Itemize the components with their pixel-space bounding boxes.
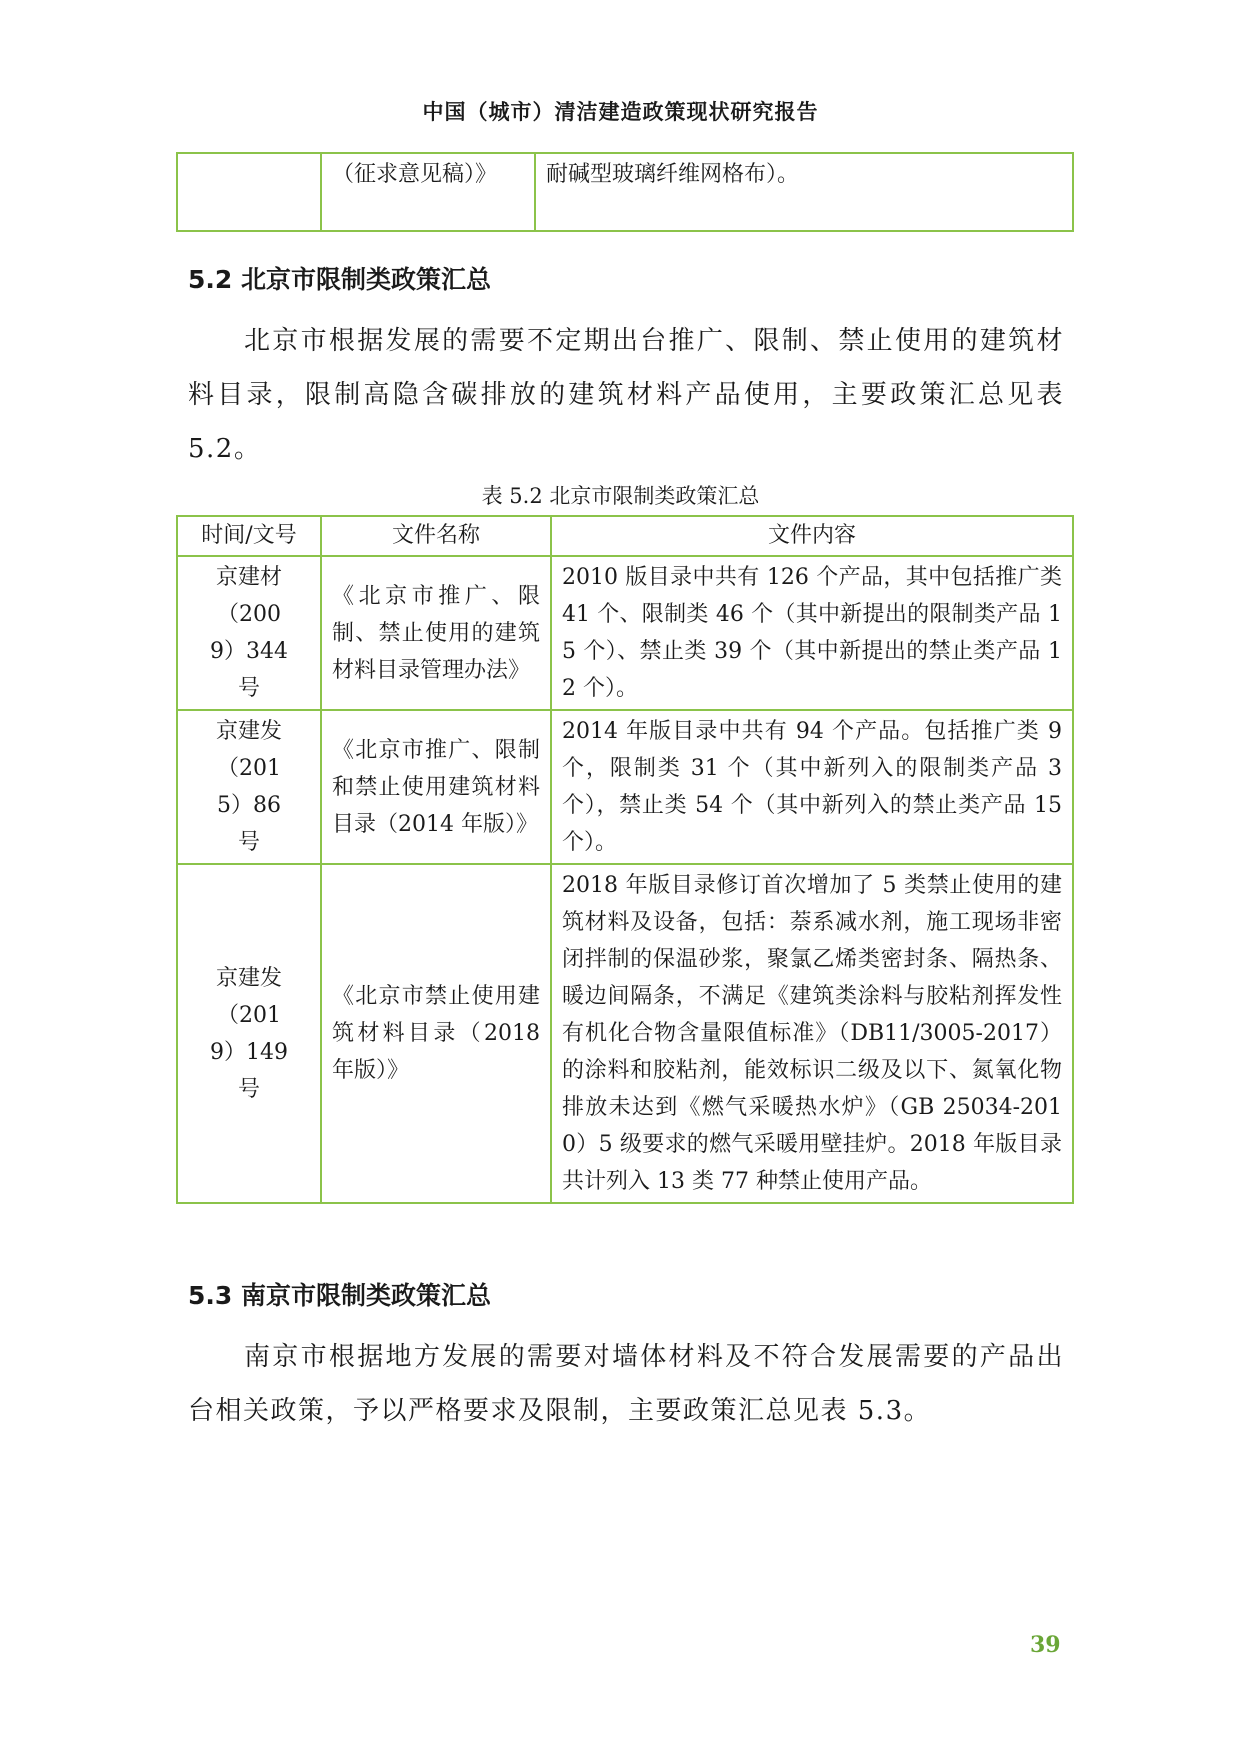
table-caption: 表 5.2 北京市限制类政策汇总 xyxy=(481,484,760,508)
page-number: 39 xyxy=(1030,1632,1061,1658)
table-cell xyxy=(177,153,321,231)
doc-number-cell: 京建发（2019）149 号 xyxy=(177,864,321,1203)
policy-table-beijing xyxy=(176,515,1074,1204)
table-row xyxy=(177,710,1073,864)
doc-content-cell: 2018 年版目录修订首次增加了 5 类禁止使用的建筑材料及设备，包括：萘系减水剂，施工现场非密闭拌制的保温砂浆，聚氯乙烯类密封条、隔热条、暖边间隔条，不满足《建筑类涂料与胶粘剂挥发性有机化合物含量限值标准》（DB11/3005-2017）的涂料和胶粘剂，能效标识二级及以下、氮氧化物排放未达到《燃气采暖热水炉》（GB 25034-2010）5 级要求的燃气采暖用壁挂炉。2018 年版目录共计列入 13 类 77 种禁止使用产品。 xyxy=(551,864,1073,1203)
doc-name-cell: 《北京市推广、限制、禁止使用的建筑材料目录管理办法》 xyxy=(321,556,551,710)
section-heading-5-2: 5.2 北京市限制类政策汇总 xyxy=(188,265,491,294)
doc-number-cell: 京建发（2015）86 号 xyxy=(177,710,321,864)
column-header: 文件内容 xyxy=(551,516,1073,556)
table-row xyxy=(177,556,1073,710)
doc-name-cell: 《北京市禁止使用建筑材料目录（2018 年版）》 xyxy=(321,864,551,1203)
doc-content-cell: 2014 年版目录中共有 94 个产品。包括推广类 9 个，限制类 31 个（其中新列入的限制类产品 3 个），禁止类 54 个（其中新列入的禁止类产品 15 个）。 xyxy=(551,710,1073,864)
doc-content-cell: 2010 版目录中共有 126 个产品，其中包括推广类 41 个、限制类 46 个（其中新提出的限制类产品 15 个）、禁止类 39 个（其中新提出的禁止类产品 12 个）。 xyxy=(551,556,1073,710)
column-header: 文件名称 xyxy=(321,516,551,556)
doc-name-cell: 《北京市推广、限制和禁止使用建筑材料目录（2014 年版）》 xyxy=(321,710,551,864)
running-header: 中国（城市）清洁建造政策现状研究报告 xyxy=(422,100,819,124)
table-cell: 耐碱型玻璃纤维网格布）。 xyxy=(535,153,1073,231)
table-row xyxy=(177,864,1073,1203)
table-header-row xyxy=(177,516,1073,556)
body-paragraph: 北京市根据发展的需要不定期出台推广、限制、禁止使用的建筑材料目录，限制高隐含碳排放的建筑材料产品使用，主要政策汇总见表 5.2。 xyxy=(188,326,1064,464)
doc-number-cell: 京建材（2009）344 号 xyxy=(177,556,321,710)
table-cell: （征求意见稿）》 xyxy=(321,153,535,231)
body-paragraph: 南京市根据地方发展的需要对墙体材料及不符合发展需要的产品出台相关政策，予以严格要求及限制，主要政策汇总见表 5.3。 xyxy=(188,1342,1064,1426)
section-heading-5-3: 5.3 南京市限制类政策汇总 xyxy=(188,1281,491,1310)
table-row xyxy=(177,153,1073,231)
continuation-table xyxy=(176,152,1074,232)
column-header: 时间/文号 xyxy=(177,516,321,556)
